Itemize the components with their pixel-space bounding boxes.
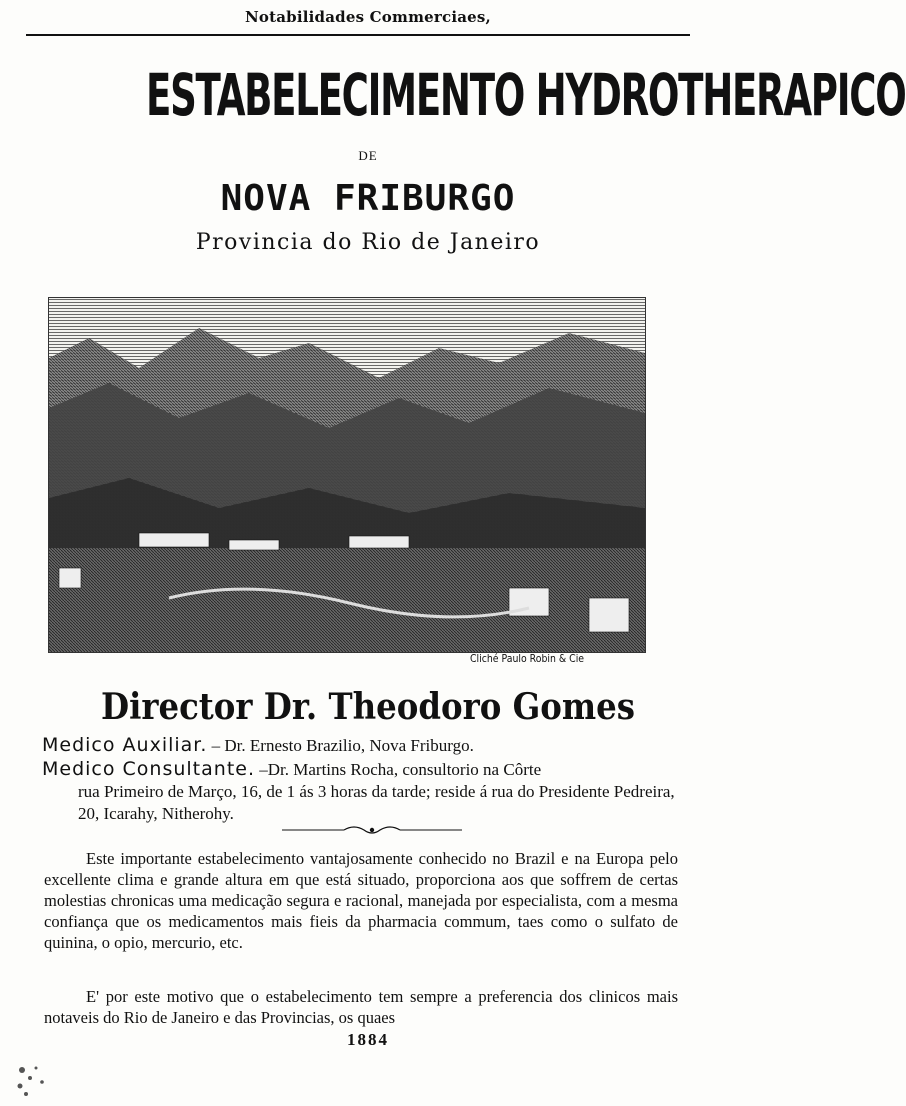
header-rule bbox=[26, 34, 690, 36]
image-credit: Cliché Paulo Robin & Cie bbox=[470, 652, 585, 665]
advert-province: Provincia do Rio de Janeiro bbox=[195, 230, 541, 255]
assistant-role: Medico Auxiliar. bbox=[42, 734, 208, 756]
body-paragraph-2: E' por este motivo que o estabelecimento tem sempre a preferencia dos clinicos mais notaveis do Rio de Janeiro e das Provincias, os quaes bbox=[44, 987, 678, 1027]
body-paragraph-1: Este importante estabelecimento vantajosamente conhecido no Brazil e na Europa pelo excellente clima e grande altura em que está situado, proporciona aos que soffrem de certas molestias chronicas uma medicação segura e racional, manejada por especialista, com a mesma confiança que os medicamentos mais fieis da pharmacia commum, taes como o sulfato de quinina, o opio, mercurio, etc. bbox=[44, 849, 678, 952]
director-name: Director Dr. Theodoro Gomes bbox=[100, 686, 636, 728]
consultant-line bbox=[42, 758, 692, 825]
decorative-flourish-icon bbox=[282, 822, 462, 838]
advert-city: NOVA FRIBURGO bbox=[220, 178, 516, 219]
ink-smudge-icon bbox=[14, 1060, 66, 1100]
page-year: 1884 bbox=[347, 1030, 389, 1049]
consultant-text: –Dr. Martins Rocha, consultorio na Côrte bbox=[259, 760, 542, 779]
consultant-text-cont: rua Primeiro de Março, 16, de 1 ás 3 horas da tarde; reside á rua do Presidente Pedreira, 20, Icarahy, Nitherohy. bbox=[78, 782, 675, 823]
advert-preposition: DE bbox=[358, 148, 378, 163]
running-header: Notabilidades Commerciaes, bbox=[245, 8, 491, 26]
assistant-text: – Dr. Ernesto Brazilio, Nova Friburgo. bbox=[211, 736, 474, 755]
consultant-role: Medico Consultante. bbox=[42, 758, 255, 780]
assistant-line bbox=[42, 734, 692, 757]
advert-title: ESTABELECIMENTO HYDROTHERAPICO bbox=[146, 61, 906, 129]
mountain-valley-engraving-icon bbox=[48, 297, 646, 653]
